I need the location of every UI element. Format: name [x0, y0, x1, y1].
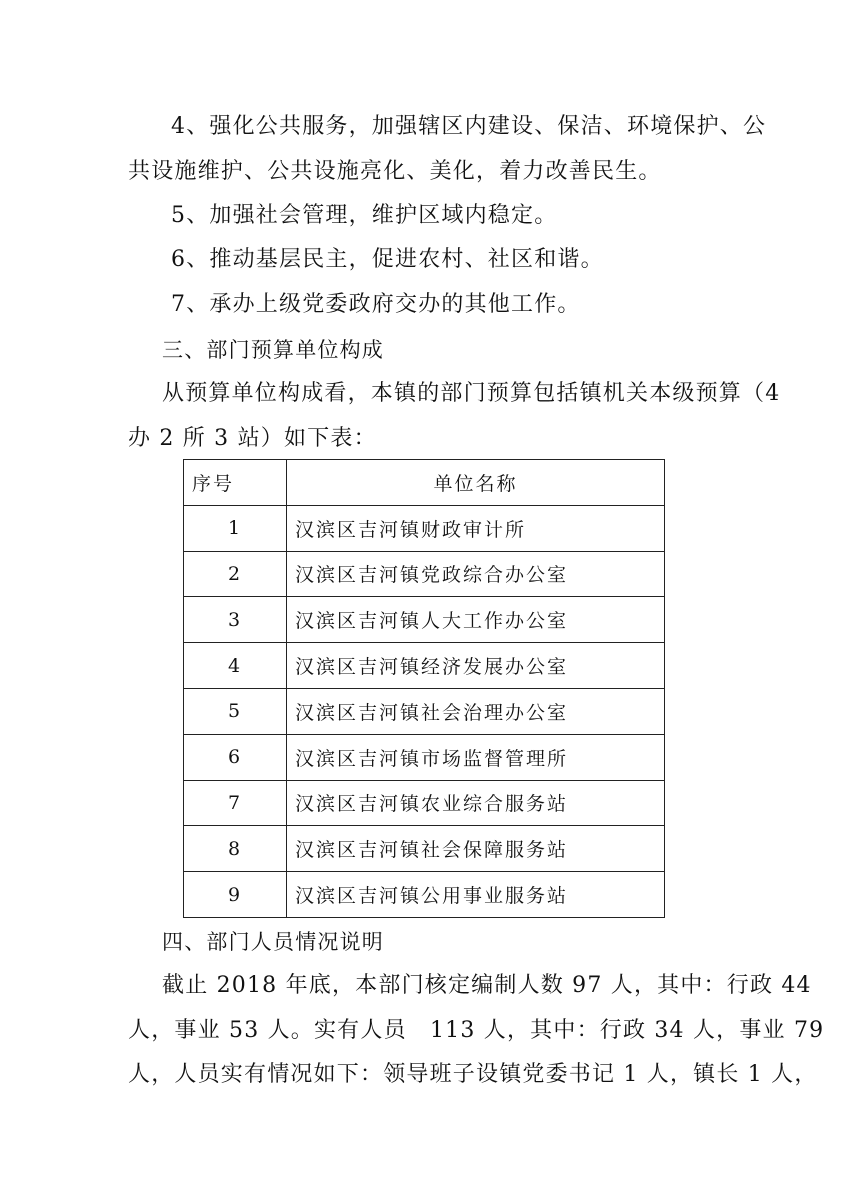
- row-number: 6: [184, 734, 287, 780]
- unit-name: 汉滨区吉河镇社会治理办公室: [287, 688, 665, 734]
- budget-units-table: [183, 459, 665, 918]
- table-header-row: [184, 460, 665, 506]
- duty-item-5: 5、加强社会管理，维护区域内稳定。: [171, 203, 558, 228]
- row-number: 8: [184, 826, 287, 872]
- header-serial-number: 序号: [184, 460, 287, 506]
- unit-name: 汉滨区吉河镇财政审计所: [287, 505, 665, 551]
- table-row: [184, 872, 665, 918]
- table-row: [184, 826, 665, 872]
- table-row: [184, 780, 665, 826]
- unit-name: 汉滨区吉河镇社会保障服务站: [287, 826, 665, 872]
- table-row: [184, 505, 665, 551]
- unit-name: 汉滨区吉河镇党政综合办公室: [287, 551, 665, 597]
- section-4-heading: 四、部门人员情况说明: [162, 930, 384, 954]
- section-3-intro-line1: 从预算单位构成看，本镇的部门预算包括镇机关本级预算（4: [162, 381, 781, 406]
- table-row: [184, 643, 665, 689]
- duty-item-7: 7、承办上级党委政府交办的其他工作。: [171, 292, 581, 317]
- row-number: 2: [184, 551, 287, 597]
- duty-item-4-line1: 4、强化公共服务，加强辖区内建设、保洁、环境保护、公: [171, 114, 767, 139]
- table-row: [184, 597, 665, 643]
- unit-name: 汉滨区吉河镇农业综合服务站: [287, 780, 665, 826]
- duty-item-6: 6、推动基层民主，促进农村、社区和谐。: [171, 247, 604, 272]
- section-3-heading: 三、部门预算单位构成: [162, 338, 384, 362]
- row-number: 7: [184, 780, 287, 826]
- duty-item-4-line2: 共设施维护、公共设施亮化、美化，着力改善民生。: [128, 159, 662, 184]
- table-row: [184, 688, 665, 734]
- table-row: [184, 551, 665, 597]
- unit-name: 汉滨区吉河镇市场监督管理所: [287, 734, 665, 780]
- row-number: 1: [184, 505, 287, 551]
- unit-name: 汉滨区吉河镇公用事业服务站: [287, 872, 665, 918]
- unit-name: 汉滨区吉河镇人大工作办公室: [287, 597, 665, 643]
- section-4-line2: 人，事业 53 人。实有人员 113 人，其中：行政 34 人，事业 79: [128, 1018, 825, 1043]
- section-3-intro-line2: 办 2 所 3 站）如下表：: [128, 426, 377, 451]
- row-number: 4: [184, 643, 287, 689]
- row-number: 5: [184, 688, 287, 734]
- section-4-line3: 人，人员实有情况如下：领导班子设镇党委书记 1 人，镇长 1 人，: [128, 1062, 818, 1087]
- row-number: 3: [184, 597, 287, 643]
- row-number: 9: [184, 872, 287, 918]
- table-row: [184, 734, 665, 780]
- unit-name: 汉滨区吉河镇经济发展办公室: [287, 643, 665, 689]
- section-4-line1: 截止 2018 年底，本部门核定编制人数 97 人，其中：行政 44: [162, 973, 812, 998]
- header-unit-name: 单位名称: [287, 460, 665, 506]
